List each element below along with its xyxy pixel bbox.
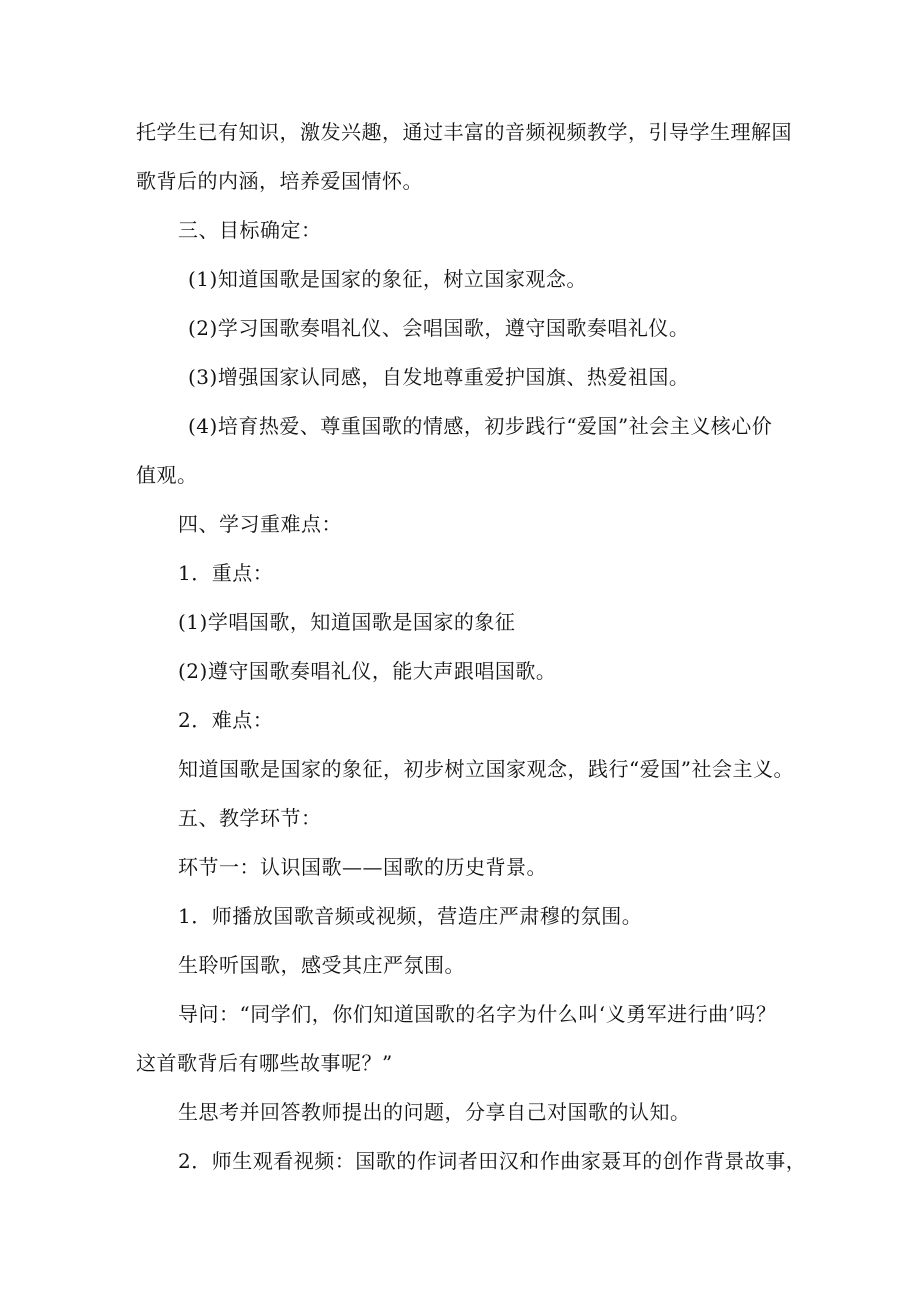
difficulty-text: 知道国歌是国家的象征，初步树立国家观念，践行“爱国”社会主义。 — [178, 757, 794, 781]
paragraph-line: 托学生已有知识，激发兴趣，通过丰富的音频视频教学，引导学生理解国 — [136, 120, 792, 144]
subheading-focus: 1．重点： — [178, 561, 274, 585]
guiding-question: 导问：“同学们，你们知道国歌的名字为什么叫‘义勇军进行曲’吗？ — [178, 1002, 777, 1026]
student-response: 生思考并回答教师提出的问题，分享自己对国歌的认知。 — [178, 1100, 691, 1124]
goal-item-4: (4)培育热爱、尊重国歌的情感，初步践行“爱国”社会主义核心价 — [188, 414, 773, 438]
student-activity: 生聆听国歌，感受其庄严氛围。 — [178, 953, 465, 977]
goal-item-3: (3)增强国家认同感，自发地尊重爱护国旗、热爱祖国。 — [188, 365, 690, 389]
paragraph-line: 歌背后的内涵，培养爱国情怀。 — [136, 169, 423, 193]
section-heading-key-points: 四、学习重难点： — [178, 512, 342, 536]
section-heading-teaching: 五、教学环节： — [178, 806, 322, 830]
stage-one-heading: 环节一：认识国歌——国歌的历史背景。 — [178, 855, 547, 879]
stage-one-step-2: 2．师生观看视频：国歌的作词者田汉和作曲家聂耳的创作背景故事， — [178, 1149, 807, 1173]
goal-item-2: (2)学习国歌奏唱礼仪、会唱国歌，遵守国歌奏唱礼仪。 — [188, 316, 690, 340]
focus-item-1: (1)学唱国歌，知道国歌是国家的象征 — [178, 610, 516, 634]
goal-item-1: (1)知道国歌是国家的象征，树立国家观念。 — [188, 267, 587, 291]
section-heading-goals: 三、目标确定： — [178, 218, 322, 242]
guiding-question-continued: 这首歌背后有哪些故事呢？” — [136, 1051, 393, 1075]
stage-one-step-1: 1．师播放国歌音频或视频，营造庄严肃穆的氛围。 — [178, 904, 643, 928]
focus-item-2: (2)遵守国歌奏唱礼仪，能大声跟唱国歌。 — [178, 659, 557, 683]
subheading-difficulty: 2．难点： — [178, 708, 274, 732]
goal-item-4-continued: 值观。 — [136, 463, 198, 487]
